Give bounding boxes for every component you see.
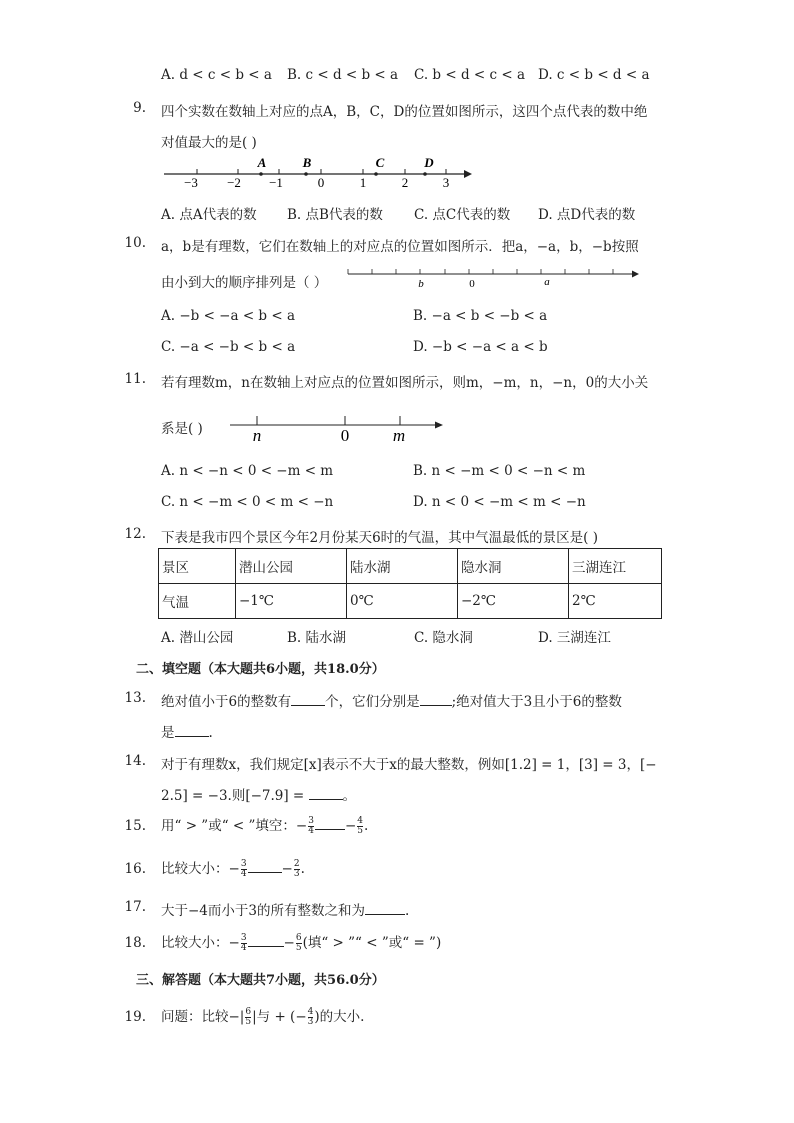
q16-number: 16. <box>124 861 146 877</box>
q15-number: 15. <box>124 818 146 834</box>
q14-stem-line1: 对于有理数x，我们规定[x]表示不大于x的最大整数，例如[1.2] = 1，[3] = 3，[− <box>161 757 657 773</box>
q16-stem <box>161 857 305 879</box>
q13-stem-line2 <box>161 721 213 741</box>
q10-number: 10. <box>124 235 146 251</box>
q9-tick-neg3: −3 <box>184 175 198 190</box>
q13-blank-3[interactable] <box>175 724 209 737</box>
q15-text: . <box>364 818 369 834</box>
q15-text: 用“ > ”或“ < ”填空：− <box>161 818 308 834</box>
q9-stem-line2: 对值最大的是( ) <box>161 135 257 151</box>
q12-option-d: D. 三湖连江 <box>538 630 611 646</box>
q9-number: 9. <box>133 100 146 116</box>
section-3-heading: 三、解答题（本大题共7小题，共56.0分） <box>136 973 385 988</box>
q14-text: 。 <box>342 788 357 804</box>
q8-option-d: D. c < b < d < a <box>538 67 650 83</box>
q11-option-a: A. n < −n < 0 < −m < m <box>161 463 334 479</box>
q18-fraction-1: $\frac{3}{4}$ <box>240 933 247 953</box>
q13-text: 绝对值小于6的整数有 <box>161 694 292 710</box>
q19-fraction-2: $\frac{4}{3}$ <box>307 1007 314 1027</box>
q9-tick-1: 1 <box>359 175 367 190</box>
q15-fraction-2: $\frac{4}{5}$ <box>357 816 363 836</box>
q17-number: 17. <box>124 899 146 915</box>
q12-stem: 下表是我市四个景区今年2月份某天6时的气温，其中气温最低的景区是( ) <box>161 530 599 546</box>
q16-fraction-1: $\frac{3}{4}$ <box>240 859 247 879</box>
q15-blank[interactable] <box>315 817 345 830</box>
q16-text: − <box>281 861 293 877</box>
q9-option-a: A. 点A代表的数 <box>161 207 257 223</box>
q16-fraction-2: $\frac{2}{3}$ <box>293 859 300 879</box>
q15-text: − <box>344 818 357 834</box>
q9-stem-line1: 四个实数在数轴上对应的点A，B，C，D的位置如图所示，这四个点代表的数中绝 <box>161 104 648 120</box>
q8-option-c: C. b < d < c < a <box>414 67 526 83</box>
q18-fraction-2: $\frac{6}{5}$ <box>295 933 302 953</box>
q9-number-line <box>160 155 480 191</box>
q19-text: )的大小. <box>314 1009 365 1025</box>
q12-option-c: C. 隐水洞 <box>414 630 473 646</box>
q10-option-d: D. −b < −a < a < b <box>413 339 548 355</box>
q14-blank[interactable] <box>309 787 343 800</box>
q9-tick-3: 3 <box>442 175 450 190</box>
q16-blank[interactable] <box>248 860 282 873</box>
q19-number: 19. <box>124 1009 146 1025</box>
q15-fraction-1: $\frac{3}{4}$ <box>308 816 314 836</box>
q19-stem <box>161 1005 364 1027</box>
q10-stem-line2: 由小到大的顺序排列是（ ） <box>161 275 328 291</box>
section-2-heading: 二、填空题（本大题共6小题，共18.0分） <box>136 662 385 677</box>
q8-option-a: A. d < c < b < a <box>161 67 272 83</box>
q11-stem-line1: 若有理数m，n在数轴上对应点的位置如图所示，则m，−m，n，−n，0的大小关 <box>161 375 649 391</box>
table-row <box>159 584 662 619</box>
q9-option-b: B. 点B代表的数 <box>287 207 383 223</box>
q10-option-b: B. −a < b < −b < a <box>413 308 548 324</box>
q10-label-0: 0 <box>469 278 475 290</box>
q17-text: 大于−4而小于3的所有整数之和为 <box>161 903 365 919</box>
q9-tick-neg2: −2 <box>227 175 241 190</box>
q11-number-line <box>228 410 450 444</box>
q10-number-line <box>345 262 645 290</box>
q11-label-0: 0 <box>340 426 350 444</box>
q18-blank[interactable] <box>248 934 284 947</box>
table-cell: 隐水洞 <box>458 549 569 584</box>
q12-option-a: A. 潜山公园 <box>161 630 234 646</box>
q10-stem-line1: a，b是有理数，它们在数轴上的对应点的位置如图所示．把a，−a，b，−b按照 <box>161 239 639 255</box>
q17-text: . <box>405 903 410 919</box>
q18-stem <box>161 931 441 953</box>
q10-label-b: b <box>418 278 424 290</box>
q9-tick-neg1: −1 <box>269 175 283 190</box>
q16-text: 比较大小：− <box>161 861 240 877</box>
q11-option-d: D. n < 0 < −m < m < −n <box>413 494 586 510</box>
table-cell: 0℃ <box>347 584 458 619</box>
q12-number: 12. <box>124 526 146 542</box>
q17-blank[interactable] <box>365 902 405 915</box>
q18-number: 18. <box>124 935 146 951</box>
q16-text: . <box>300 861 305 877</box>
q19-text: |与 + (− <box>252 1009 307 1025</box>
q10-label-a: a <box>544 276 550 288</box>
q9-point-a: A <box>257 155 267 170</box>
q9-tick-0: 0 <box>317 175 325 190</box>
q10-option-c: C. −a < −b < b < a <box>161 339 296 355</box>
q9-option-d: D. 点D代表的数 <box>538 207 636 223</box>
q9-point-d: D <box>424 155 434 170</box>
q14-number: 14. <box>124 753 146 769</box>
q9-tick-2: 2 <box>401 175 409 190</box>
q13-blank-2[interactable] <box>420 693 452 706</box>
q10-option-a: A. −b < −a < b < a <box>161 308 296 324</box>
q18-text: (填“ > ”“ < ”或“ = ”) <box>302 935 442 951</box>
table-cell: −2℃ <box>458 584 569 619</box>
q11-number: 11. <box>124 371 146 387</box>
q11-option-c: C. n < −m < 0 < m < −n <box>161 494 334 510</box>
table-cell: 景区 <box>159 549 236 584</box>
q13-text: 个，它们分别是 <box>325 694 420 710</box>
q14-stem-line2 <box>161 784 356 804</box>
q18-text: − <box>283 935 295 951</box>
q13-text: . <box>208 725 213 741</box>
q12-option-b: B. 陆水湖 <box>287 630 347 646</box>
q11-label-n: n <box>252 426 262 444</box>
q19-fraction-1: $\frac{6}{5}$ <box>245 1007 252 1027</box>
q18-text: 比较大小：− <box>161 935 240 951</box>
q19-text: 问题：比较−| <box>161 1009 245 1025</box>
table-row <box>159 549 662 584</box>
table-cell: −1℃ <box>236 584 347 619</box>
q9-option-c: C. 点C代表的数 <box>414 207 511 223</box>
q13-number: 13. <box>124 690 146 706</box>
q9-point-b: B <box>302 155 312 170</box>
q13-stem-line1 <box>161 690 622 710</box>
q15-stem <box>161 814 368 836</box>
table-cell: 2℃ <box>569 584 662 619</box>
q9-point-c: C <box>375 155 385 170</box>
q13-text: ;绝对值大于3且小于6的整数 <box>451 694 622 710</box>
q13-text: 是 <box>161 725 175 741</box>
table-cell: 三湖连江 <box>569 549 662 584</box>
q8-option-b: B. c < d < b < a <box>287 67 399 83</box>
q11-label-m: m <box>392 426 406 444</box>
q11-option-b: B. n < −m < 0 < −n < m <box>413 463 586 479</box>
table-cell: 潜山公园 <box>236 549 347 584</box>
q11-stem-line2: 系是( ) <box>161 421 203 437</box>
table-cell: 气温 <box>159 584 236 619</box>
q13-blank-1[interactable] <box>291 693 325 706</box>
q14-text: 2.5] = −3.则[−7.9] = <box>161 788 309 804</box>
q12-temperature-table <box>158 548 662 619</box>
q17-stem <box>161 899 409 919</box>
table-cell: 陆水湖 <box>347 549 458 584</box>
